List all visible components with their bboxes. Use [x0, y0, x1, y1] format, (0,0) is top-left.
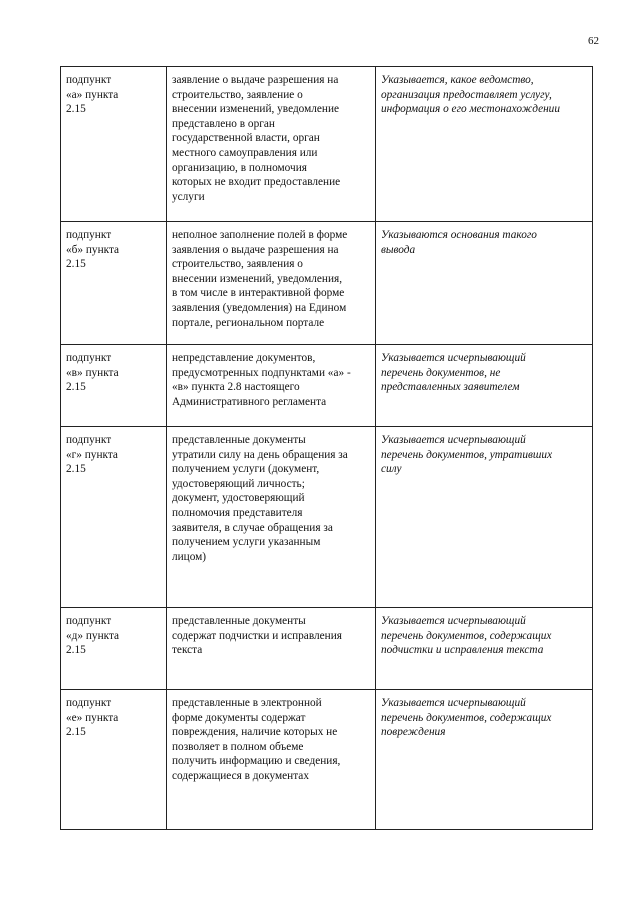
ground-text: непредставление документов, предусмотренных подпунктами «а» - «в» пункта 2.8 настоящего Административного регламента [172, 352, 351, 408]
note-text: Указывается исчерпывающий перечень документов, утративших силу [381, 434, 553, 476]
note-text: Указывается исчерпывающий перечень документов, содержащих повреждения [381, 697, 552, 739]
note-cell [376, 345, 593, 427]
ground-cell [167, 222, 376, 345]
clause-cell [61, 222, 167, 345]
ground-cell [167, 67, 376, 222]
ground-text: представленные документы содержат подчистки и исправления текста [172, 615, 342, 657]
clause-cell [61, 427, 167, 608]
clause-text: подпункт «г» пункта 2.15 [66, 434, 118, 476]
ground-text: представленные документы утратили силу на день обращения за получением услуги (документ, удостоверяющий личность; документ, удостоверяющий полномочия представителя заявителя, в случае обращения за получением услуги указанным лицом) [172, 434, 348, 563]
note-cell [376, 222, 593, 345]
note-text: Указывается исчерпывающий перечень документов, не представленных заявителем [381, 352, 526, 394]
note-text: Указывается, какое ведомство, организация предоставляет услугу, информация о его местонахождении [381, 74, 560, 116]
clause-text: подпункт «д» пункта 2.15 [66, 615, 120, 657]
table-row [61, 222, 593, 345]
refusal-grounds-table [60, 66, 593, 830]
clause-cell [61, 67, 167, 222]
ground-cell [167, 345, 376, 427]
ground-cell [167, 690, 376, 830]
table-row [61, 67, 593, 222]
clause-text: подпункт «б» пункта 2.15 [66, 229, 120, 271]
table-row [61, 690, 593, 830]
table-row [61, 345, 593, 427]
note-cell [376, 67, 593, 222]
note-cell [376, 608, 593, 690]
ground-text: представленные в электронной форме документы содержат повреждения, наличие которых не позволяет в полном объеме получить информацию и сведения, содержащиеся в документах [172, 697, 341, 782]
clause-text: подпункт «е» пункта 2.15 [66, 697, 119, 739]
clause-cell [61, 608, 167, 690]
ground-text: неполное заполнение полей в форме заявления о выдаче разрешения на строительство, заявления о внесении изменений, уведомления, в том числе в интерактивной форме заявления (уведомления) на Едином портале, региональном портале [172, 229, 348, 329]
ground-cell [167, 608, 376, 690]
note-cell [376, 427, 593, 608]
page-number: 62 [588, 35, 599, 47]
ground-cell [167, 427, 376, 608]
note-text: Указывается исчерпывающий перечень документов, содержащих подчистки и исправления текста [381, 615, 552, 657]
clause-text: подпункт «а» пункта 2.15 [66, 74, 119, 116]
clause-text: подпункт «в» пункта 2.15 [66, 352, 119, 394]
clause-cell [61, 690, 167, 830]
ground-text: заявление о выдаче разрешения на строительство, заявление о внесении изменений, уведомление представлено в орган государственной власти, орган местного самоуправления или организацию, в полномочия которых не входит предоставление услуги [172, 74, 341, 203]
table-row [61, 427, 593, 608]
note-text: Указываются основания такого вывода [381, 229, 537, 256]
table-row [61, 608, 593, 690]
note-cell [376, 690, 593, 830]
clause-cell [61, 345, 167, 427]
